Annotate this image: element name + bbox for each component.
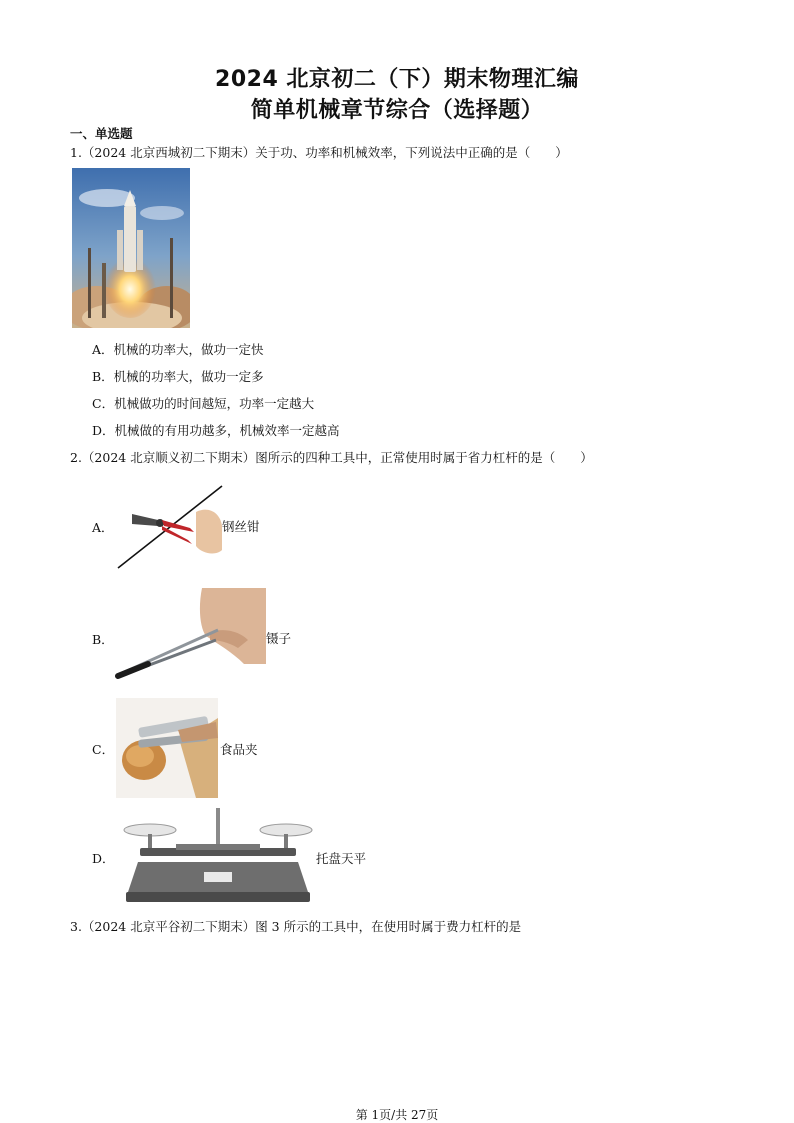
question-1-option-d: D．机械做的有用功越多，机械效率一定越高 (92, 423, 340, 438)
tweezers-photo (114, 588, 266, 680)
tool-name-pliers: 钢丝钳 (222, 519, 260, 534)
tool-name-food-tongs: 食品夹 (220, 742, 258, 757)
document-title-line2: 简单机械章节综合（选择题） (250, 98, 544, 123)
question-1-option-b: B．机械的功率大，做功一定多 (92, 369, 264, 384)
tool-name-tweezers: 镊子 (266, 631, 292, 646)
question-2-option-b-label: B． (92, 632, 114, 647)
balance-scale-photo (120, 808, 316, 904)
question-2-stem: 2.（2024 北京顺义初二下期末）图所示的四种工具中，正常使用时属于省力杠杆的是（ ） (70, 450, 593, 465)
tool-name-balance-scale: 托盘天平 (316, 851, 367, 866)
section-title: 一、单选题 (70, 126, 133, 141)
document-title-line1: 2024 北京初二（下）期末物理汇编 (215, 67, 579, 92)
pliers-photo (116, 484, 224, 570)
question-2-option-a-label: A． (92, 520, 114, 535)
question-2-option-d-label: D． (92, 851, 115, 866)
question-1-stem: 1.（2024 北京西城初二下期末）关于功、功率和机械效率，下列说法中正确的是（ ） (70, 145, 568, 160)
question-1-option-a: A．机械的功率大，做功一定快 (92, 342, 264, 357)
rocket-launch-photo (72, 168, 190, 328)
page-number: 第 1页/共 27页 (355, 1108, 439, 1122)
food-tongs-photo (116, 698, 218, 798)
question-3-stem: 3.（2024 北京平谷初二下期末）图 3 所示的工具中，在使用时属于费力杠杆的是 (70, 919, 522, 934)
question-2-option-c-label: C． (92, 742, 115, 757)
question-1-option-c: C．机械做功的时间越短，功率一定越大 (92, 396, 315, 411)
